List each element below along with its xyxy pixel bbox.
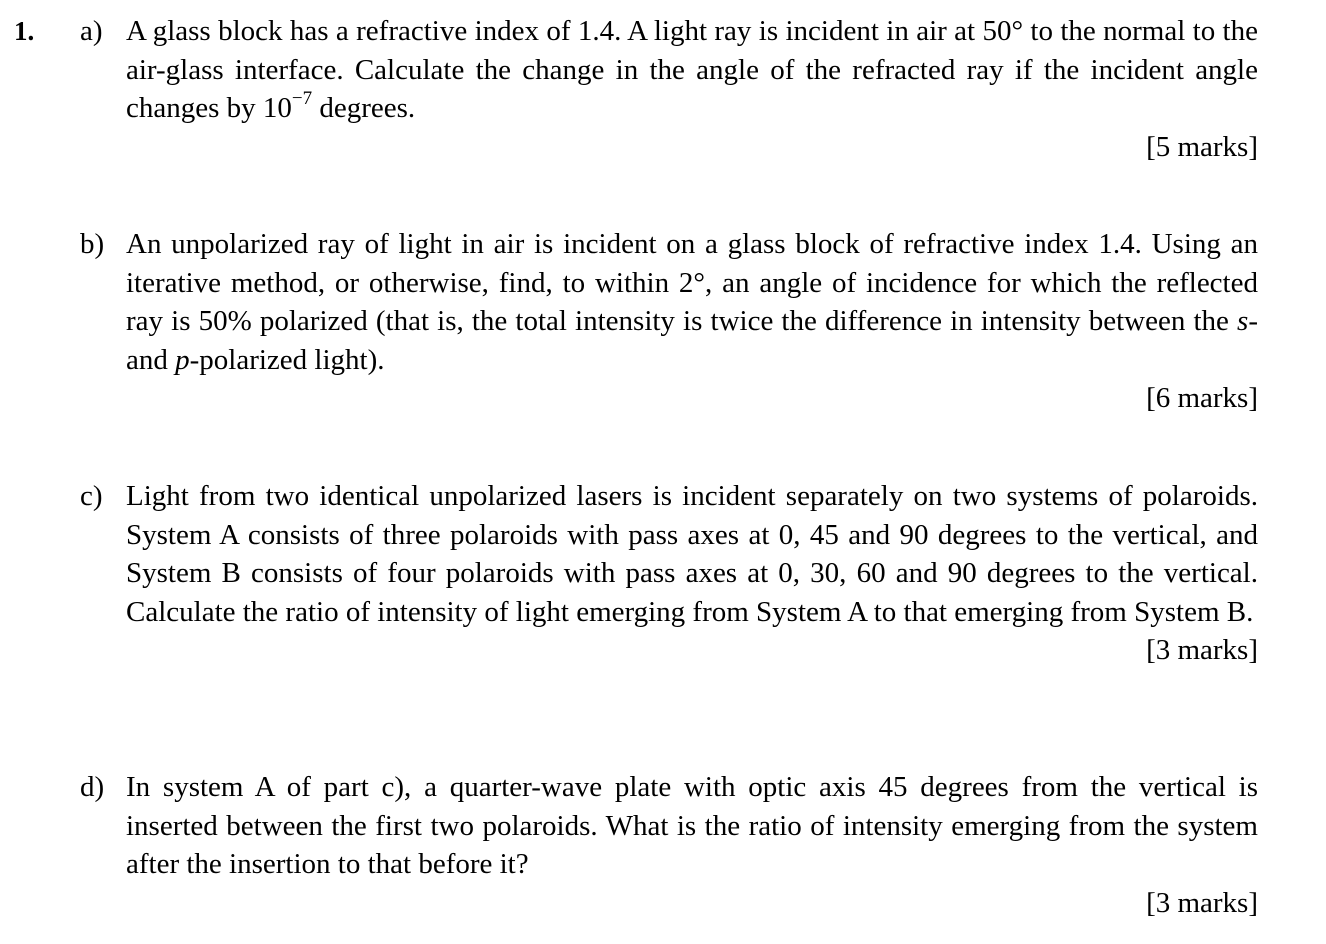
part-a-label: a) [80,15,103,47]
part-a-text-2: degrees. [312,92,416,124]
part-b-italic-p: p [175,343,190,376]
part-b-text-2: - and [126,305,1258,376]
part-a-marks: [5 marks] [1146,130,1258,163]
part-a-text [126,12,1258,128]
part-c-label: c) [80,480,103,512]
part-c-text: Light from two identical unpolarized lasers is incident separately on two systems of polaroids. System A consists of three polaroids with pass axes at 0, 45 and 90 degrees to the vertical, and System B consists of four polaroids with pass axes at 0, 30, 60 and 90 degrees to the vertical. Calculate the ratio of intensity of light emerging from System A to that emerging from System B. [126,480,1258,628]
part-b [80,225,1258,418]
part-a-text-1: A glass block has a refractive index of 1.4. A light ray is incident in air at 50° to the normal to the air-glass interface. Calculate the change in the angle of the refracted ray if the incident angle changes by 10 [126,15,1258,124]
part-b-text-1: An unpolarized ray of light in air is incident on a glass block of refractive index 1.4. Using an iterative method, or otherwise, find, to within 2°, an angle of incidence for which the reflected ray is 50% polarized (that is, the total intensity is twice the difference in intensity between the [126,228,1258,337]
part-c-marks: [3 marks] [1146,634,1258,666]
part-b-italic-s: s [1237,305,1249,337]
part-c [80,477,1258,670]
part-d [80,768,1258,922]
part-a [80,12,1258,166]
part-b-text-3: -polarized light). [189,343,385,376]
part-d-marks: [3 marks] [1146,886,1258,919]
part-b-marks: [6 marks] [1146,382,1258,414]
part-d-text: In system A of part c), a quarter-wave plate with optic axis 45 degrees from the vertical is inserted between the first two polaroids. What is the ratio of intensity emerging from the system after the insertion to that before it? [126,771,1258,880]
part-a-superscript: −7 [291,88,313,110]
part-b-label: b) [80,228,105,260]
part-b-text [126,225,1258,379]
question-number: 1. [14,16,35,46]
part-d-label: d) [80,771,105,803]
